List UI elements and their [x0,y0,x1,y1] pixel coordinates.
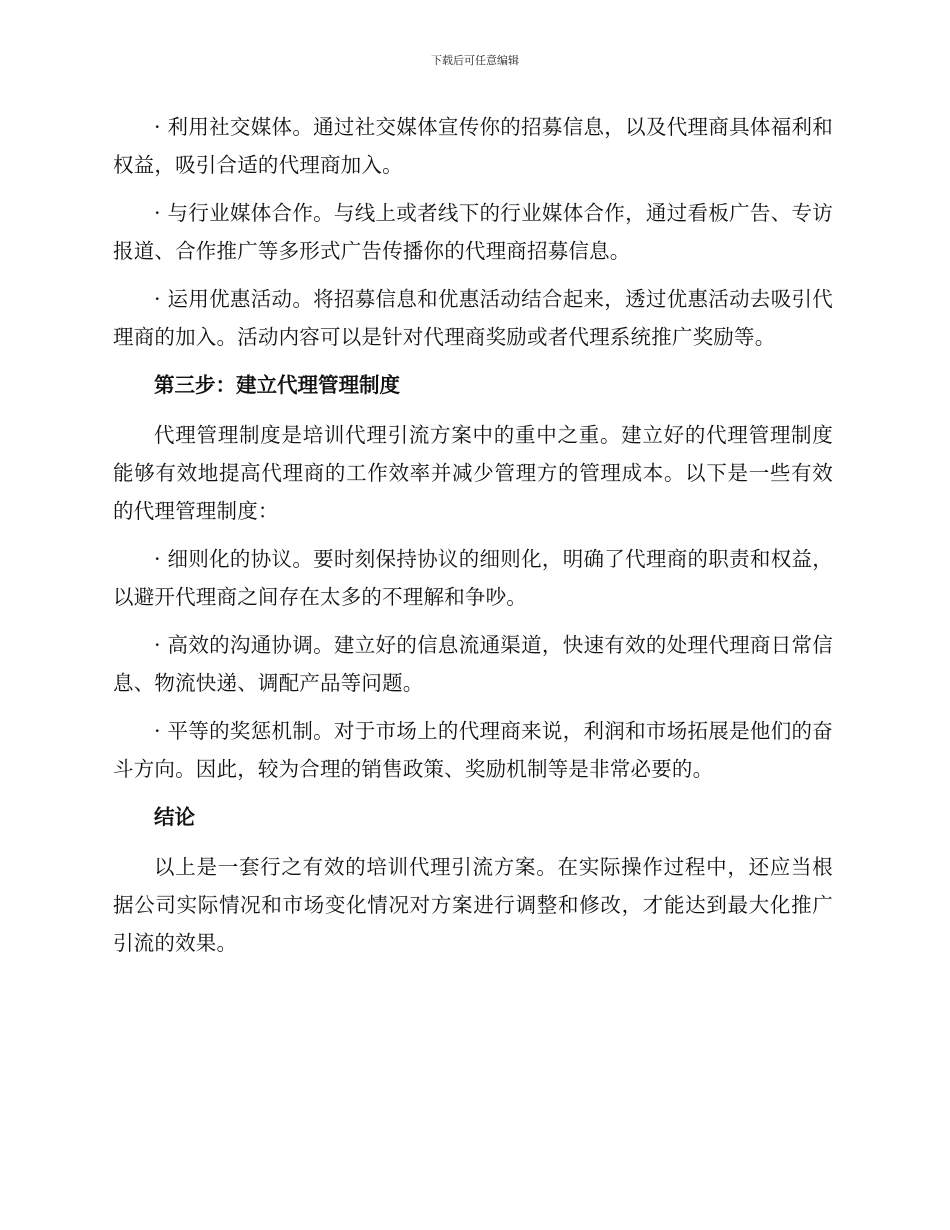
bullet-reward-penalty: · 平等的奖惩机制。对于市场上的代理商来说，利润和市场拓展是他们的奋斗方向。因此，较为合理的销售政策、奖励机制等是非常必要的。 [113,719,833,781]
bullet-industry-media: · 与行业媒体合作。与线上或者线下的行业媒体合作，通过看板广告、专访报道、合作推广等多形式广告传播你的代理商招募信息。 [113,201,833,263]
bullet-social-media: · 利用社交媒体。通过社交媒体宣传你的招募信息，以及代理商具体福利和权益，吸引合适的代理商加入。 [113,115,833,177]
bullet-detailed-agreement: · 细则化的协议。要时刻保持协议的细则化，明确了代理商的职责和权益，以避开代理商之间存在太多的不理解和争吵。 [113,547,833,609]
conclusion-paragraph: 以上是一套行之有效的培训代理引流方案。在实际操作过程中，还应当根据公司实际情况和市场变化情况对方案进行调整和修改，才能达到最大化推广引流的效果。 [113,855,833,955]
page-header: 下载后可任意编辑 [431,54,519,67]
document-body [113,108,833,972]
bullet-promotions: · 运用优惠活动。将招募信息和优惠活动结合起来，透过优惠活动去吸引代理商的加入。活动内容可以是针对代理商奖励或者代理系统推广奖励等。 [113,287,833,349]
bullet-communication: · 高效的沟通协调。建立好的信息流通渠道，快速有效的处理代理商日常信息、物流快递、调配产品等问题。 [113,633,833,695]
intro-management-system: 代理管理制度是培训代理引流方案中的重中之重。建立好的代理管理制度能够有效地提高代理商的工作效率并减少管理方的管理成本。以下是一些有效的代理管理制度： [113,423,833,523]
section-heading-step-three: 第三步：建立代理管理制度 [154,373,400,397]
section-heading-conclusion: 结论 [154,805,195,829]
